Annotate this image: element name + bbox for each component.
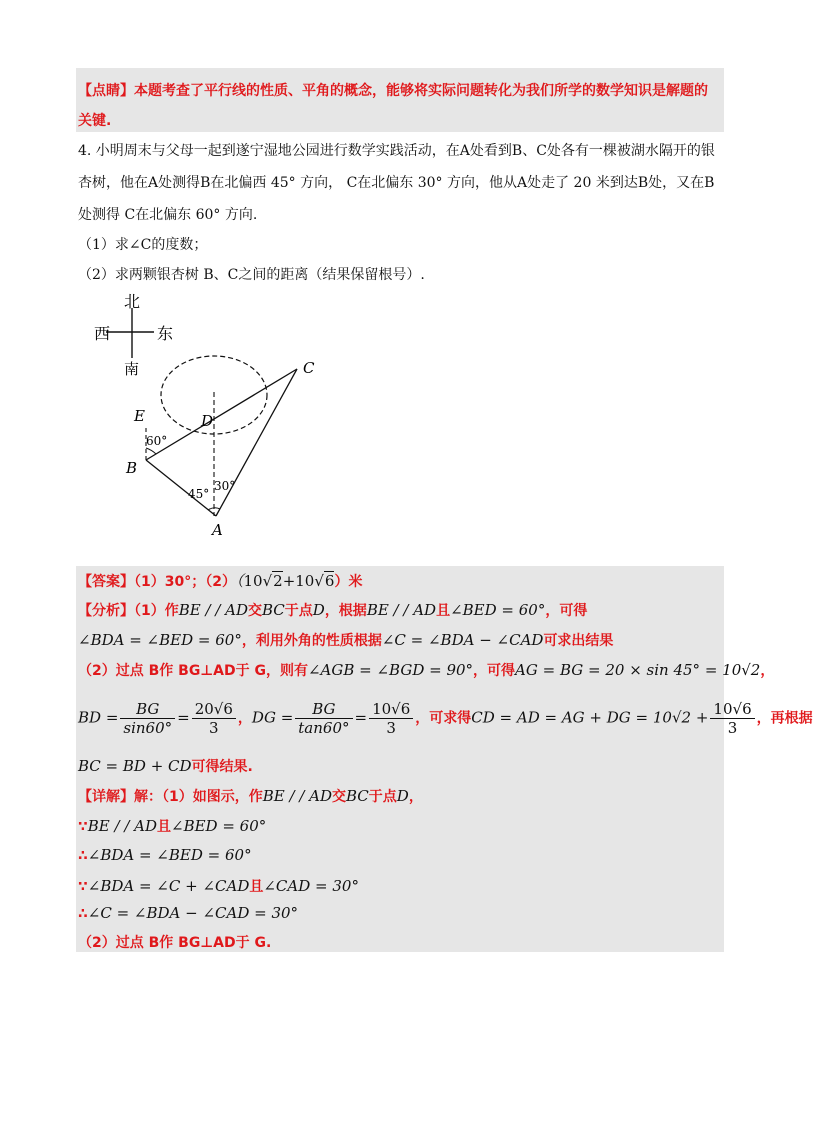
- analysis-formula: ∠BED = 60°: [450, 601, 546, 619]
- answer-part: （1）30°；（2）: [134, 574, 236, 590]
- detail-formula: BE / / AD: [262, 787, 332, 805]
- analysis-formula: =: [354, 708, 368, 727]
- detail-symbol: ∴: [78, 906, 88, 922]
- geometry-figure: [80, 288, 340, 540]
- detail-formula: D: [396, 787, 409, 805]
- answer-root-6: 6: [324, 572, 335, 590]
- detail-formula: ∠BDA = ∠BED = 60°: [87, 846, 252, 864]
- answer-line: 【答案】（1）30°；（2）（10√2+10√6）米: [78, 572, 363, 590]
- analysis-text: ，可得: [473, 663, 516, 679]
- analysis-text: ，: [760, 663, 775, 679]
- analysis-formula: CD = AD = AG + DG = 10√2 +: [471, 708, 709, 727]
- analysis-formula: BD =: [78, 708, 119, 727]
- fraction-denominator: 3: [727, 719, 738, 737]
- fraction-numerator: 10√6: [369, 700, 413, 719]
- answer-close: ）米: [334, 574, 363, 590]
- detail-text: 于点: [368, 789, 397, 805]
- review-line-2: 关键.: [78, 113, 112, 129]
- detail-text: 且: [157, 819, 171, 835]
- analysis-text: （2）过点 B作 BG⊥AD于 G，则有: [78, 663, 308, 679]
- answer-tag: 【答案】: [78, 574, 134, 590]
- label-angle-45: 45°: [188, 487, 210, 501]
- analysis-text: ，利用外角的性质根据: [241, 633, 382, 649]
- detail-formula: ∠C = ∠BDA − ∠CAD = 30°: [87, 904, 299, 922]
- detail-tag: 【详解】: [78, 789, 134, 805]
- answer-ten-a: 10: [243, 572, 263, 590]
- fraction-bg-sin60: [120, 700, 175, 737]
- analysis-line-3: [78, 660, 774, 680]
- fraction-bg-tan60: [295, 700, 352, 737]
- analysis-formula: AG = BG = 20 × sin 45° = 10√2: [515, 661, 761, 679]
- detail-formula: ∠BDA = ∠C + ∠CAD: [87, 877, 250, 895]
- problem-line-3: 处测得 C在北偏东 60° 方向.: [78, 207, 258, 223]
- review-line-1: 【点睛】本题考查了平行线的性质、平角的概念，能够将实际问题转化为我们所学的数学知识是解题的: [78, 83, 708, 99]
- analysis-formula: ∠C = ∠BDA − ∠CAD: [381, 631, 544, 649]
- question-2: （2）求两颗银杏树 B、C之间的距离（结果保留根号）.: [78, 267, 425, 283]
- analysis-text: 且: [436, 603, 451, 619]
- analysis-formula: ∠BDA = ∠BED = 60°: [78, 631, 242, 649]
- detail-line-6: （2）过点 B作 BG⊥AD于 G.: [78, 935, 272, 951]
- detail-line-5: [78, 904, 298, 922]
- detail-line-1: [78, 786, 423, 806]
- analysis-line-1: [78, 600, 587, 620]
- label-angle-60: 60°: [146, 434, 168, 448]
- answer-plus: +: [282, 572, 296, 590]
- detail-text: 且: [249, 879, 264, 895]
- analysis-text: ，可求得: [415, 710, 472, 727]
- fraction-numerator: 10√6: [710, 700, 754, 719]
- analysis-formula: DG =: [251, 708, 294, 727]
- analysis-formula: BE / / AD: [178, 601, 248, 619]
- compass-south: 南: [124, 360, 140, 378]
- analysis-line-4: [78, 700, 813, 737]
- compass-east: 东: [157, 324, 174, 343]
- fraction-numerator: 20√6: [192, 700, 236, 719]
- compass-north: 北: [124, 292, 141, 311]
- answer-open: （: [235, 572, 244, 590]
- analysis-formula: BC: [262, 601, 285, 619]
- question-1: （1）求∠C的度数；: [78, 237, 208, 253]
- analysis-line-2: [78, 630, 613, 650]
- analysis-tag: 【分析】: [78, 603, 134, 619]
- label-d: D: [201, 412, 214, 430]
- analysis-formula: D: [312, 601, 325, 619]
- angle-arc-b: [146, 448, 156, 454]
- fraction-10root6-3: [369, 700, 413, 737]
- analysis-text: ，: [237, 710, 252, 727]
- fraction-10root6-3-b: [710, 700, 754, 737]
- label-angle-30: 30°: [214, 479, 236, 493]
- fraction-denominator: sin60°: [123, 719, 173, 737]
- analysis-formula: BE / / AD: [366, 601, 437, 619]
- analysis-text: （1）作: [134, 603, 179, 619]
- fraction-denominator: 3: [209, 719, 219, 737]
- label-b: B: [126, 459, 138, 477]
- segment-ac: [216, 369, 297, 516]
- compass-icon: [94, 292, 173, 378]
- fraction-denominator: tan60°: [298, 719, 350, 737]
- detail-text: ，: [408, 789, 423, 805]
- analysis-text: 交: [248, 603, 262, 619]
- detail-symbol: ∴: [78, 848, 88, 864]
- analysis-formula: ∠AGB = ∠BGD = 90°: [307, 661, 474, 679]
- detail-line-2: [78, 816, 266, 836]
- analysis-text: 于点: [284, 603, 313, 619]
- detail-text: 交: [332, 789, 346, 805]
- problem-line-2: 杏树，他在A处测得B在北偏西 45° 方向， C在北偏东 30° 方向，他从A处走了 20 米到达B处，又在B: [78, 175, 715, 191]
- fraction-numerator: BG: [120, 700, 175, 719]
- analysis-formula: =: [177, 708, 190, 727]
- detail-line-3: [78, 846, 252, 864]
- fraction-denominator: 3: [386, 719, 396, 737]
- analysis-line-5: [78, 756, 253, 776]
- compass-west: 西: [94, 324, 111, 343]
- analysis-text: ，再根据: [756, 710, 813, 727]
- analysis-text: 可得结果.: [191, 759, 253, 775]
- label-e: E: [134, 407, 145, 425]
- detail-text: 解：（1）如图示，作: [134, 789, 263, 805]
- fraction-numerator: BG: [295, 700, 352, 719]
- fraction-20root6-3: [192, 700, 236, 737]
- analysis-text: ，根据: [324, 603, 367, 619]
- answer-root-2: 2: [273, 572, 283, 590]
- analysis-formula: BC = BD + CD: [78, 757, 192, 775]
- problem-line-1: 4. 小明周末与父母一起到遂宁湿地公园进行数学实践活动，在A处看到B、C处各有一棵被湖水隔开的银: [78, 143, 715, 159]
- analysis-text: ，可得: [545, 603, 588, 619]
- label-c: C: [303, 359, 315, 377]
- detail-symbol: ∵: [78, 819, 88, 835]
- label-a: A: [212, 521, 223, 539]
- detail-formula: ∠BED = 60°: [171, 817, 267, 835]
- analysis-text: 可求出结果: [543, 633, 614, 649]
- detail-formula: BC: [346, 787, 369, 805]
- detail-formula: ∠CAD = 30°: [263, 877, 359, 895]
- review-box: [76, 68, 724, 132]
- detail-symbol: ∵: [78, 879, 88, 895]
- detail-formula: BE / / AD: [87, 817, 157, 835]
- answer-ten-b: 10: [295, 572, 315, 590]
- detail-line-4: [78, 876, 359, 896]
